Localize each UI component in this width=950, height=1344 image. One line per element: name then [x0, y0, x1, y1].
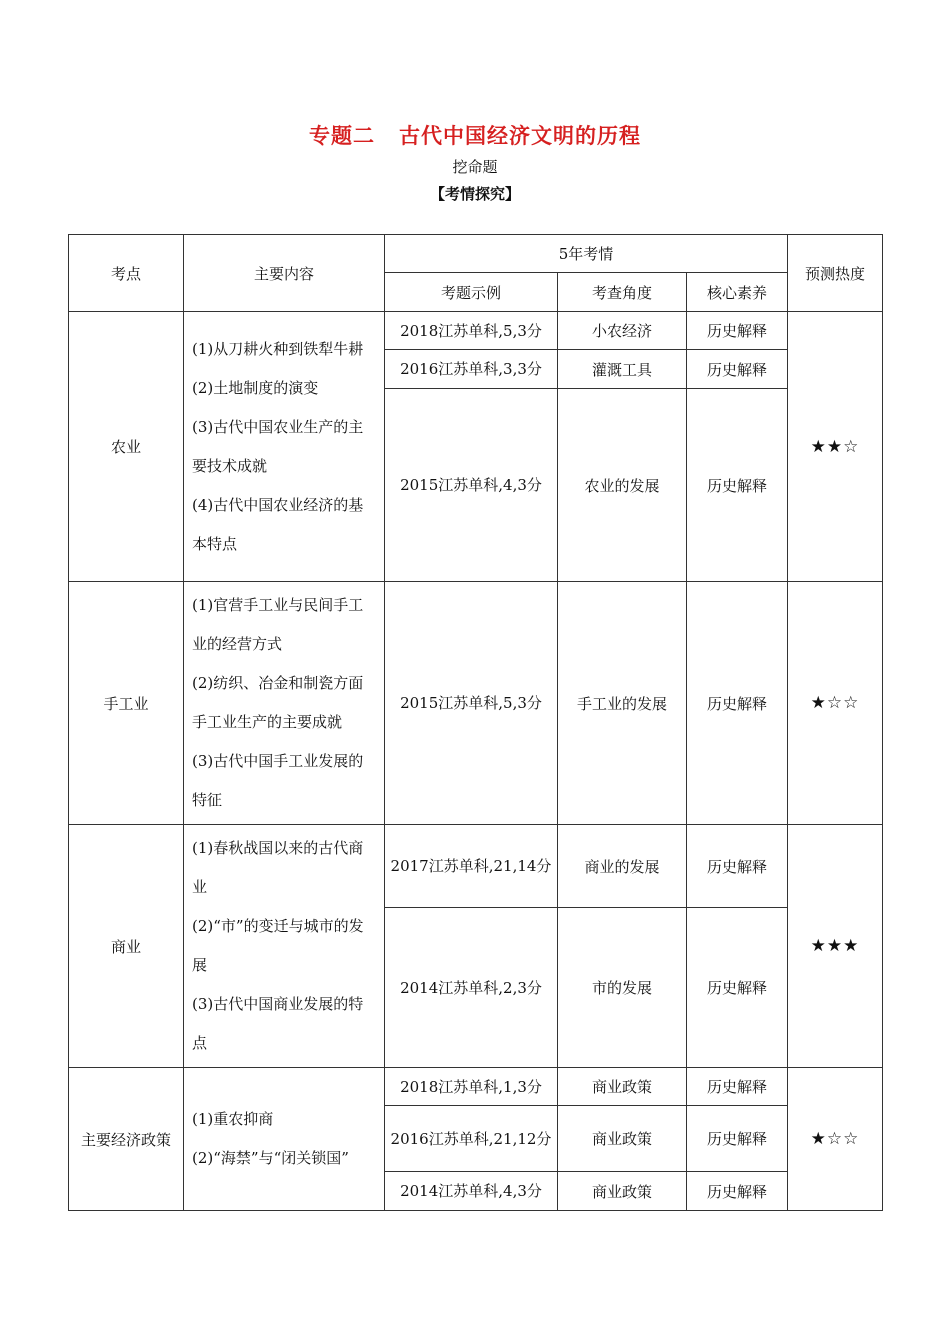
content-item: (3)古代中国手工业发展的特征 [192, 752, 364, 809]
content-cell [184, 825, 385, 1068]
content-item: (3)古代中国农业生产的主要技术成就 [192, 417, 364, 475]
literacy-cell: 历史解释 [687, 312, 788, 350]
topic-cell: 商业 [69, 825, 184, 1068]
angle-cell: 商业政策 [558, 1172, 687, 1211]
content-item: (2)土地制度的演变 [192, 378, 319, 397]
content-item: (1)官营手工业与民间手工业的经营方式 [192, 596, 364, 653]
page-title [0, 120, 950, 150]
example-cell: 2016江苏单科,3,3分 [385, 350, 558, 389]
literacy-cell: 历史解释 [687, 389, 788, 582]
topic-cell: 主要经济政策 [69, 1068, 184, 1211]
content-cell [184, 582, 385, 825]
topic-cell: 手工业 [69, 582, 184, 825]
header-content: 主要内容 [184, 235, 385, 312]
content-cell [184, 312, 385, 582]
angle-cell: 商业的发展 [558, 825, 687, 908]
content-item: (2)“海禁”与“闭关锁国” [192, 1149, 349, 1167]
content-item: (2)纺织、冶金和制瓷方面手工业生产的主要成就 [192, 674, 364, 731]
header-five-year: 5年考情 [385, 235, 788, 273]
angle-cell: 小农经济 [558, 312, 687, 350]
table-row [69, 582, 883, 825]
title-part2: 古代中国经济文明的历程 [399, 124, 641, 148]
heat-rating: ★★★ [788, 825, 883, 1068]
content-item: (4)古代中国农业经济的基本特点 [192, 495, 364, 553]
heat-rating: ★★☆ [788, 312, 883, 582]
content-cell [184, 1068, 385, 1211]
angle-cell: 农业的发展 [558, 389, 687, 582]
topic-cell: 农业 [69, 312, 184, 582]
example-cell: 2018江苏单科,5,3分 [385, 312, 558, 350]
example-cell: 2017江苏单科,21,14分 [385, 825, 558, 908]
header-angle: 考查角度 [558, 273, 687, 312]
angle-cell: 手工业的发展 [558, 582, 687, 825]
angle-cell: 市的发展 [558, 908, 687, 1068]
page-subtitle: 挖命题 [452, 158, 498, 176]
angle-cell: 商业政策 [558, 1068, 687, 1106]
content-item: (3)古代中国商业发展的特点 [192, 995, 364, 1052]
example-cell: 2014江苏单科,2,3分 [385, 908, 558, 1068]
header-literacy: 核心素养 [687, 273, 788, 312]
title-part1: 专题二 [309, 124, 375, 148]
literacy-cell: 历史解释 [687, 1068, 788, 1106]
example-cell: 2018江苏单科,1,3分 [385, 1068, 558, 1106]
heat-rating: ★☆☆ [788, 582, 883, 825]
header-heat: 预测热度 [788, 235, 883, 312]
literacy-cell: 历史解释 [687, 1106, 788, 1172]
angle-cell: 商业政策 [558, 1106, 687, 1172]
example-cell: 2015江苏单科,5,3分 [385, 582, 558, 825]
table-row [69, 312, 883, 350]
literacy-cell: 历史解释 [687, 1172, 788, 1211]
header-example: 考题示例 [385, 273, 558, 312]
example-cell: 2014江苏单科,4,3分 [385, 1172, 558, 1211]
content-item: (1)从刀耕火种到铁犁牛耕 [192, 339, 364, 358]
heat-rating: ★☆☆ [788, 1068, 883, 1211]
table-row [69, 825, 883, 908]
literacy-cell: 历史解释 [687, 908, 788, 1068]
content-item: (2)“市”的变迁与城市的发展 [192, 917, 364, 974]
table-row [69, 1068, 883, 1106]
literacy-cell: 历史解释 [687, 825, 788, 908]
exam-analysis-table [68, 234, 883, 1211]
example-cell: 2016江苏单科,21,12分 [385, 1106, 558, 1172]
content-item: (1)春秋战国以来的古代商业 [192, 839, 364, 896]
angle-cell: 灌溉工具 [558, 350, 687, 389]
literacy-cell: 历史解释 [687, 582, 788, 825]
header-topic: 考点 [69, 235, 184, 312]
literacy-cell: 历史解释 [687, 350, 788, 389]
section-heading: 【考情探究】 [429, 185, 520, 203]
content-item: (1)重农抑商 [192, 1110, 274, 1128]
example-cell: 2015江苏单科,4,3分 [385, 389, 558, 582]
